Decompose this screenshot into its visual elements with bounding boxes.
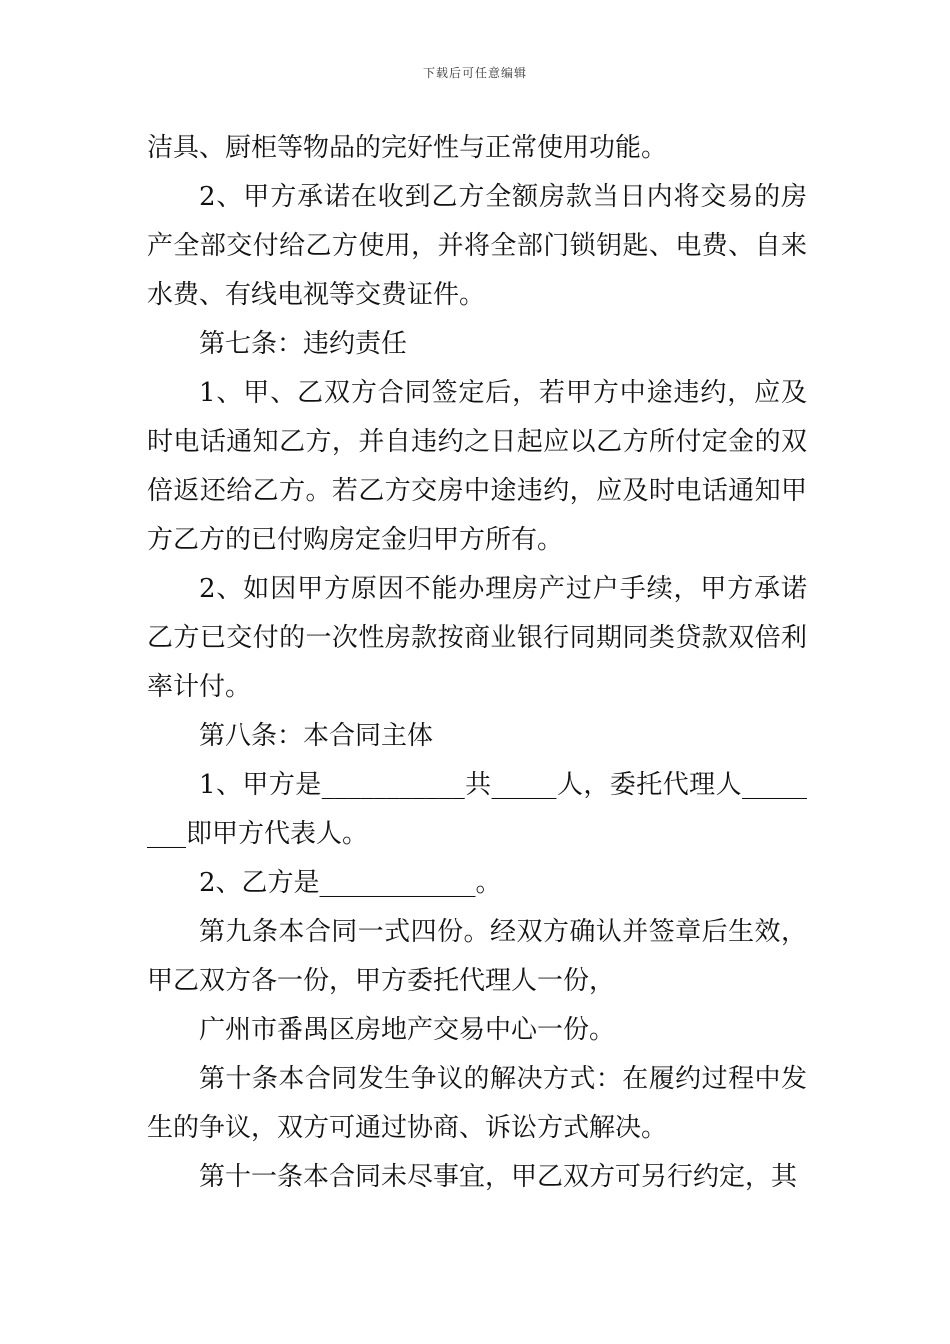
page-header: 下载后可任意编辑: [422, 66, 527, 80]
paragraph-1: 洁具、厨柜等物品的完好性与正常使用功能。: [147, 133, 668, 163]
paragraph-2: 2、甲方承诺在收到乙方全额房款当日内将交易的房产全部交付给乙方使用，并将全部门锁钥匙、电费、自来水费、有线电视等交费证件。: [147, 182, 807, 310]
paragraph-8: 2、乙方是____________。: [199, 868, 502, 898]
document-body: [147, 124, 807, 1202]
paragraph-5: 2、如因甲方原因不能办理房产过户手续，甲方承诺乙方已交付的一次性房款按商业银行同期同类贷款双倍利率计付。: [147, 574, 807, 702]
section-heading-7: 第七条：违约责任: [199, 329, 408, 359]
section-heading-8: 第八条：本合同主体: [199, 721, 434, 751]
paragraph-4: 1、甲、乙双方合同签定后，若甲方中途违约，应及时电话通知乙方，并自违约之日起应以乙方所付定金的双倍返还给乙方。若乙方交房中途违约，应及时电话通知甲方乙方的已付购房定金归甲方所有。: [147, 378, 807, 555]
paragraph-7: 1、甲方是___________共_____人，委托代理人________即甲方代表人。: [147, 770, 807, 849]
paragraph-9: 第九条本合同一式四份。经双方确认并签章后生效，甲乙双方各一份，甲方委托代理人一份，: [147, 917, 807, 996]
paragraph-11: 第十条本合同发生争议的解决方式：在履约过程中发生的争议，双方可通过协商、诉讼方式解决。: [147, 1064, 807, 1143]
paragraph-12: 第十一条本合同未尽事宜，甲乙双方可另行约定，其: [199, 1162, 798, 1192]
paragraph-10: 广州市番禺区房地产交易中心一份。: [199, 1015, 616, 1045]
